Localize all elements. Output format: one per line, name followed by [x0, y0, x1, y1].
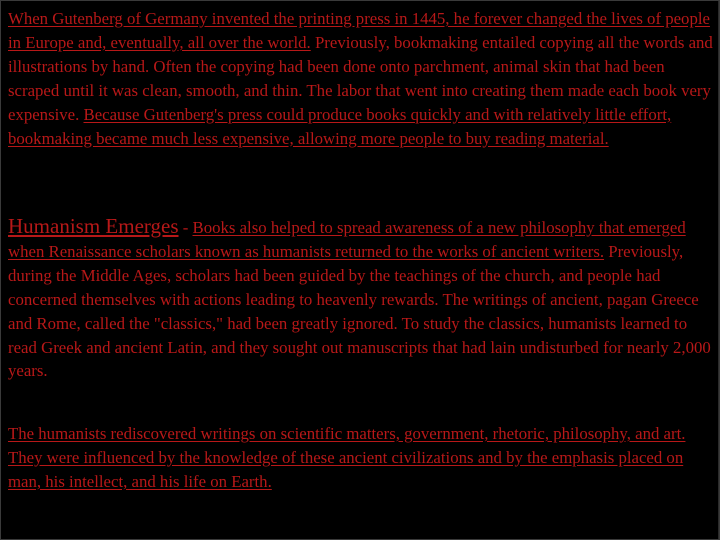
- section-heading: Humanism Emerges: [8, 214, 179, 238]
- underlined-text: Books also helped to spread awareness of a new philosophy that emerged when Renaissance scholars known as humanists returned to the works of ancient writers.: [8, 218, 686, 261]
- paragraph-printing-press: [8, 7, 718, 150]
- paragraph-humanism: [8, 215, 718, 383]
- body-text: Previously, bookmaking entailed copying all the words and illustrations by hand. Often the copying had been done onto parchment, animal skin that had been scraped until it was clean, smooth, and thin. The labor that went into creating them made each book very expensive.: [8, 32, 713, 124]
- slide-edge-divider: [718, 1, 719, 540]
- heading-separator: -: [178, 218, 193, 237]
- paragraph-rediscovery: [8, 422, 718, 494]
- body-text: Previously, during the Middle Ages, scholars had been guided by the teachings of the church, and people had concerned themselves with actions leading to heavenly rewards. The writings of ancient, pagan Greece and Rome, called the "classics," had been greatly ignored. To study the classics, humanists learned to read Greek and ancient Latin, and they sought out manuscripts that had lain undisturbed for nearly 2,000 years.: [8, 241, 711, 381]
- underlined-text: When Gutenberg of Germany invented the printing press in 1445, he forever changed the lives of people in Europe and, eventually, all over the world.: [8, 9, 710, 52]
- underlined-text: The humanists rediscovered writings on scientific matters, government, rhetoric, philosophy, and art. They were influenced by the knowledge of these ancient civilizations and by the emphasis placed on man, his intellect, and his life on Earth.: [8, 424, 686, 491]
- underlined-text: Because Gutenberg's press could produce books quickly and with relatively little effort, bookmaking became much less expensive, allowing more people to buy reading material.: [8, 104, 672, 148]
